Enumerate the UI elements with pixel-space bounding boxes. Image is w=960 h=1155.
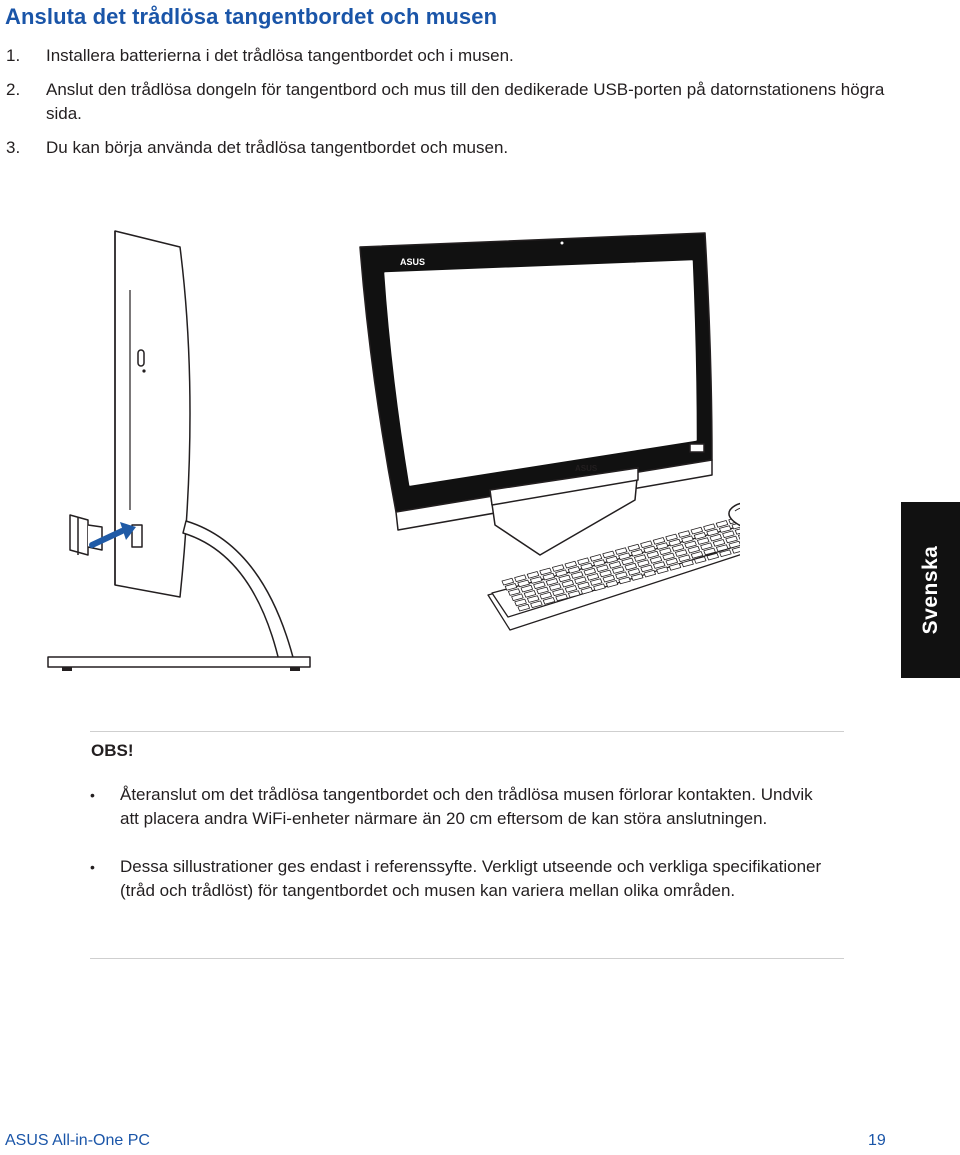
note-list <box>90 783 830 927</box>
step-text: Installera batterierna i det trådlösa tangentbordet och i musen. <box>46 46 514 65</box>
side-view-stand <box>183 521 295 665</box>
steps-list <box>0 44 900 170</box>
bullet: • <box>90 787 95 803</box>
note-top-rule <box>90 731 844 732</box>
note-item <box>90 855 830 903</box>
side-slot <box>138 350 144 366</box>
front-view-computer <box>360 233 712 555</box>
page-number: 19 <box>868 1132 886 1149</box>
side-view-computer <box>48 231 310 671</box>
setup-illustration <box>40 225 740 675</box>
step-text: Du kan börja använda det trådlösa tangentbordet och musen. <box>46 138 509 157</box>
step-text: Anslut den trådlösa dongeln för tangentbord och mus till den dedikerade USB-porten på datornstationens högra sida. <box>46 80 885 123</box>
language-tab <box>901 502 960 678</box>
note-bottom-rule <box>90 958 844 959</box>
bullet: • <box>90 859 95 875</box>
note-text: Dessa sillustrationer ges endast i referenssyfte. Verkligt utseende och verkliga specifikationer (tråd och trådlöst) för tangentbordet och musen kan variera mellan olika områden. <box>120 857 822 900</box>
usb-dongle <box>70 515 88 555</box>
base-logo: ASUS <box>575 464 598 473</box>
note-title: OBS! <box>91 741 134 760</box>
note-text: Återanslut om det trådlösa tangentbordet och den trådlösa musen förlorar kontakten. Undvik att placera andra WiFi-enheter närmare än 20 cm eftersom de kan störa anslutningen. <box>120 785 813 828</box>
side-view-base <box>48 657 310 667</box>
note-item <box>90 783 830 831</box>
step-item <box>0 136 900 160</box>
side-view-body <box>115 231 190 597</box>
page-title: Ansluta det trådlösa tangentbordet och musen <box>5 4 498 29</box>
step-item <box>0 78 900 126</box>
step-number: 3. <box>6 138 21 157</box>
step-item <box>0 44 900 68</box>
monitor-logo: ASUS <box>400 257 426 267</box>
step-number: 2. <box>6 80 21 99</box>
footer-product: ASUS All-in-One PC <box>5 1132 150 1149</box>
language-tab-label: Svenska <box>918 545 942 635</box>
step-number: 1. <box>6 46 21 65</box>
